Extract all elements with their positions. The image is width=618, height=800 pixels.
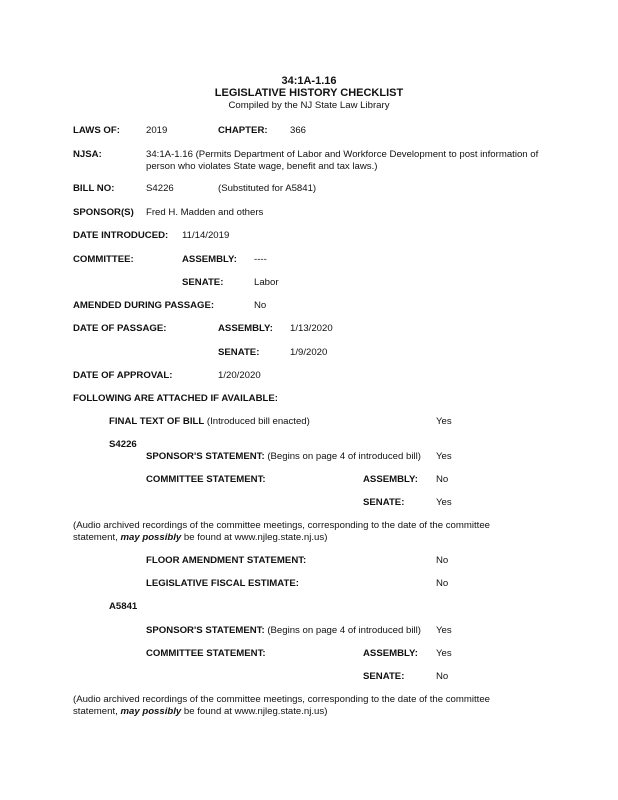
a5841-senate-label: SENATE: xyxy=(363,671,405,682)
floor-amendment-value: No xyxy=(436,555,449,566)
a5841-sponsor-note: (Begins on page 4 of introduced bill) xyxy=(267,625,421,636)
committee-senate-label: SENATE: xyxy=(182,277,224,288)
a5841-audio-text-end: be found at www.njleg.state.nj.us) xyxy=(181,706,328,717)
s4226-sponsor-value: Yes xyxy=(436,451,452,462)
njsa-text: 34:1A-1.16 (Permits Department of Labor and Workforce Development to post information of person who violates State wage, benefit and tax laws.) xyxy=(146,149,539,172)
chapter-value: 366 xyxy=(290,125,307,136)
a5841-committee-label: COMMITTEE STATEMENT: xyxy=(146,648,266,659)
a5841-senate-value: No xyxy=(436,671,449,682)
s4226-audio-text-end: be found at www.njleg.state.nj.us) xyxy=(181,532,328,543)
a5841-sponsor-value: Yes xyxy=(436,625,452,636)
passage-assembly-label: ASSEMBLY: xyxy=(218,323,273,334)
laws-of-label: LAWS OF: xyxy=(73,125,120,136)
final-text-row xyxy=(109,416,310,427)
s4226-sponsor-row xyxy=(146,451,421,462)
s4226-assembly-label: ASSEMBLY: xyxy=(363,474,418,485)
amended-label: AMENDED DURING PASSAGE: xyxy=(73,300,215,311)
page-title: LEGISLATIVE HISTORY CHECKLIST xyxy=(214,87,404,99)
a5841-audio-emphasis: may possibly xyxy=(120,706,182,717)
njsa-label: NJSA: xyxy=(73,149,102,160)
s4226-sponsor-label: SPONSOR'S STATEMENT: xyxy=(146,451,265,462)
committee-senate-value: Labor xyxy=(254,277,279,288)
a5841-audio-note xyxy=(73,694,493,718)
laws-year: 2019 xyxy=(146,125,168,136)
final-text-note: (Introduced bill enacted) xyxy=(206,416,310,427)
committee-label: COMMITTEE: xyxy=(73,254,134,265)
compiled-by: Compiled by the NJ State Law Library xyxy=(228,100,390,111)
passage-assembly-value: 1/13/2020 xyxy=(290,323,333,334)
chapter-label: CHAPTER: xyxy=(218,125,268,136)
s4226-assembly-value: No xyxy=(436,474,449,485)
fiscal-estimate-label: LEGISLATIVE FISCAL ESTIMATE: xyxy=(146,578,299,589)
s4226-label: S4226 xyxy=(109,439,137,450)
a5841-assembly-value: Yes xyxy=(436,648,452,659)
passage-senate-label: SENATE: xyxy=(218,347,260,358)
bill-substitution: (Substituted for A5841) xyxy=(218,183,317,194)
s4226-audio-note xyxy=(73,520,493,544)
attached-heading: FOLLOWING ARE ATTACHED IF AVAILABLE: xyxy=(73,393,278,404)
a5841-sponsor-row xyxy=(146,625,421,636)
bill-no-label: BILL NO: xyxy=(73,183,115,194)
a5841-sponsor-label: SPONSOR'S STATEMENT: xyxy=(146,625,265,636)
committee-assembly-value: ---- xyxy=(254,254,267,265)
s4226-senate-label: SENATE: xyxy=(363,497,405,508)
a5841-audio-text-start: (Audio archived recordings of the committee meetings, corresponding to the date of the committee statement, xyxy=(73,694,491,717)
s4226-audio-text-start: (Audio archived recordings of the committee meetings, corresponding to the date of the committee statement, xyxy=(73,520,491,543)
fiscal-estimate-value: No xyxy=(436,578,449,589)
committee-assembly-label: ASSEMBLY: xyxy=(182,254,237,265)
s4226-audio-emphasis: may possibly xyxy=(120,532,182,543)
a5841-label: A5841 xyxy=(109,601,138,612)
amended-value: No xyxy=(254,300,267,311)
s4226-senate-value: Yes xyxy=(436,497,452,508)
sponsor-value: Fred H. Madden and others xyxy=(146,207,264,218)
date-introduced-label: DATE INTRODUCED: xyxy=(73,230,169,241)
statute-number: 34:1A-1.16 xyxy=(281,75,337,87)
floor-amendment-label: FLOOR AMENDMENT STATEMENT: xyxy=(146,555,307,566)
passage-label: DATE OF PASSAGE: xyxy=(73,323,167,334)
s4226-sponsor-note: (Begins on page 4 of introduced bill) xyxy=(267,451,421,462)
approval-label: DATE OF APPROVAL: xyxy=(73,370,173,381)
date-introduced-value: 11/14/2019 xyxy=(182,230,230,241)
bill-number: S4226 xyxy=(146,183,174,194)
s4226-committee-label: COMMITTEE STATEMENT: xyxy=(146,474,266,485)
final-text-label: FINAL TEXT OF BILL xyxy=(109,416,205,427)
passage-senate-value: 1/9/2020 xyxy=(290,347,328,358)
sponsor-label: SPONSOR(S) xyxy=(73,207,134,218)
a5841-assembly-label: ASSEMBLY: xyxy=(363,648,418,659)
approval-value: 1/20/2020 xyxy=(218,370,261,381)
final-text-value: Yes xyxy=(436,416,452,427)
